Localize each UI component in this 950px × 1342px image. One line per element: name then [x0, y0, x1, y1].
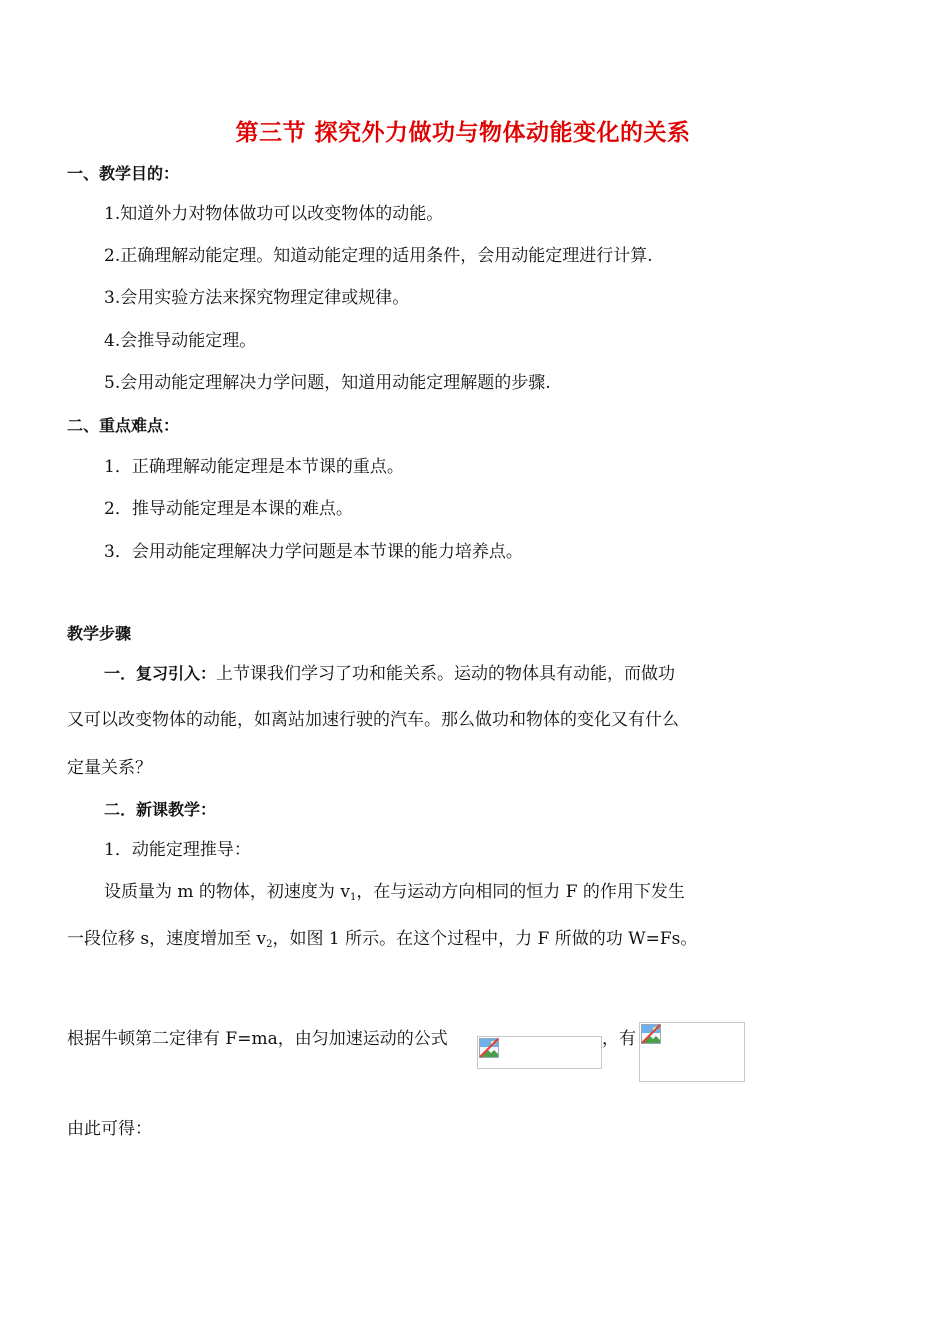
- review-paragraph-line: 定量关系？: [67, 758, 152, 778]
- key-point-item: 2．推导动能定理是本课的难点。: [104, 499, 353, 519]
- text-run: ，如图 1 所示。在这个过程中，力 F 所做的功 W=Fs。: [272, 929, 698, 949]
- derivation-paragraph-line: [104, 880, 685, 904]
- objective-item: 4.会推导动能定理。: [104, 331, 257, 351]
- newton-text: 根据牛顿第二定律有 F=ma，由匀加速运动的公式: [67, 1029, 448, 1049]
- formula-image-placeholder: [639, 1022, 745, 1082]
- newton-you-text: ，有: [602, 1029, 636, 1049]
- section-heading-steps: 教学步骤: [67, 624, 132, 643]
- text-run: ，在与运动方向相同的恒力 F 的作用下发生: [356, 882, 685, 902]
- objective-item: 1.知道外力对物体做功可以改变物体的动能。: [104, 204, 444, 224]
- subscript: 1: [349, 892, 357, 903]
- derivation-paragraph-line: [67, 927, 697, 951]
- review-paragraph-line: 又可以改变物体的动能，如离站加速行驶的汽车。那么做功和物体的变化又有什么: [67, 710, 679, 730]
- derivation-subheading: 1．动能定理推导：: [104, 840, 251, 860]
- objective-item: 5.会用动能定理解决力学问题，知道用动能定理解题的步骤.: [104, 373, 551, 393]
- formula-image-placeholder: [477, 1036, 602, 1069]
- subscript: 2: [266, 939, 273, 950]
- review-label: 一．复习引入：: [104, 664, 217, 683]
- review-text: 上节课我们学习了功和能关系。运动的物体具有动能，而做功: [216, 664, 676, 684]
- derive-text: 由此可得：: [67, 1119, 152, 1139]
- new-lesson-label: 二．新课教学：: [104, 800, 217, 819]
- objective-item: 3.会用实验方法来探究物理定律或规律。: [104, 288, 410, 308]
- review-paragraph-line: [104, 662, 675, 686]
- key-point-item: 1．正确理解动能定理是本节课的重点。: [104, 457, 404, 477]
- section-heading-objectives: 一、教学目的：: [67, 164, 180, 183]
- page-title: 第三节 探究外力做功与物体动能变化的关系: [235, 120, 691, 146]
- objective-item: 2.正确理解动能定理。知道动能定理的适用条件，会用动能定理进行计算.: [104, 246, 653, 266]
- broken-image-icon: [479, 1038, 499, 1058]
- section-heading-key-points: 二、重点难点：: [67, 416, 180, 435]
- key-point-item: 3．会用动能定理解决力学问题是本节课的能力培养点。: [104, 542, 523, 562]
- broken-image-icon: [641, 1024, 661, 1044]
- text-run: 设质量为 m 的物体，初速度为 v: [104, 882, 350, 902]
- text-run: 一段位移 s，速度增加至 v: [67, 929, 267, 949]
